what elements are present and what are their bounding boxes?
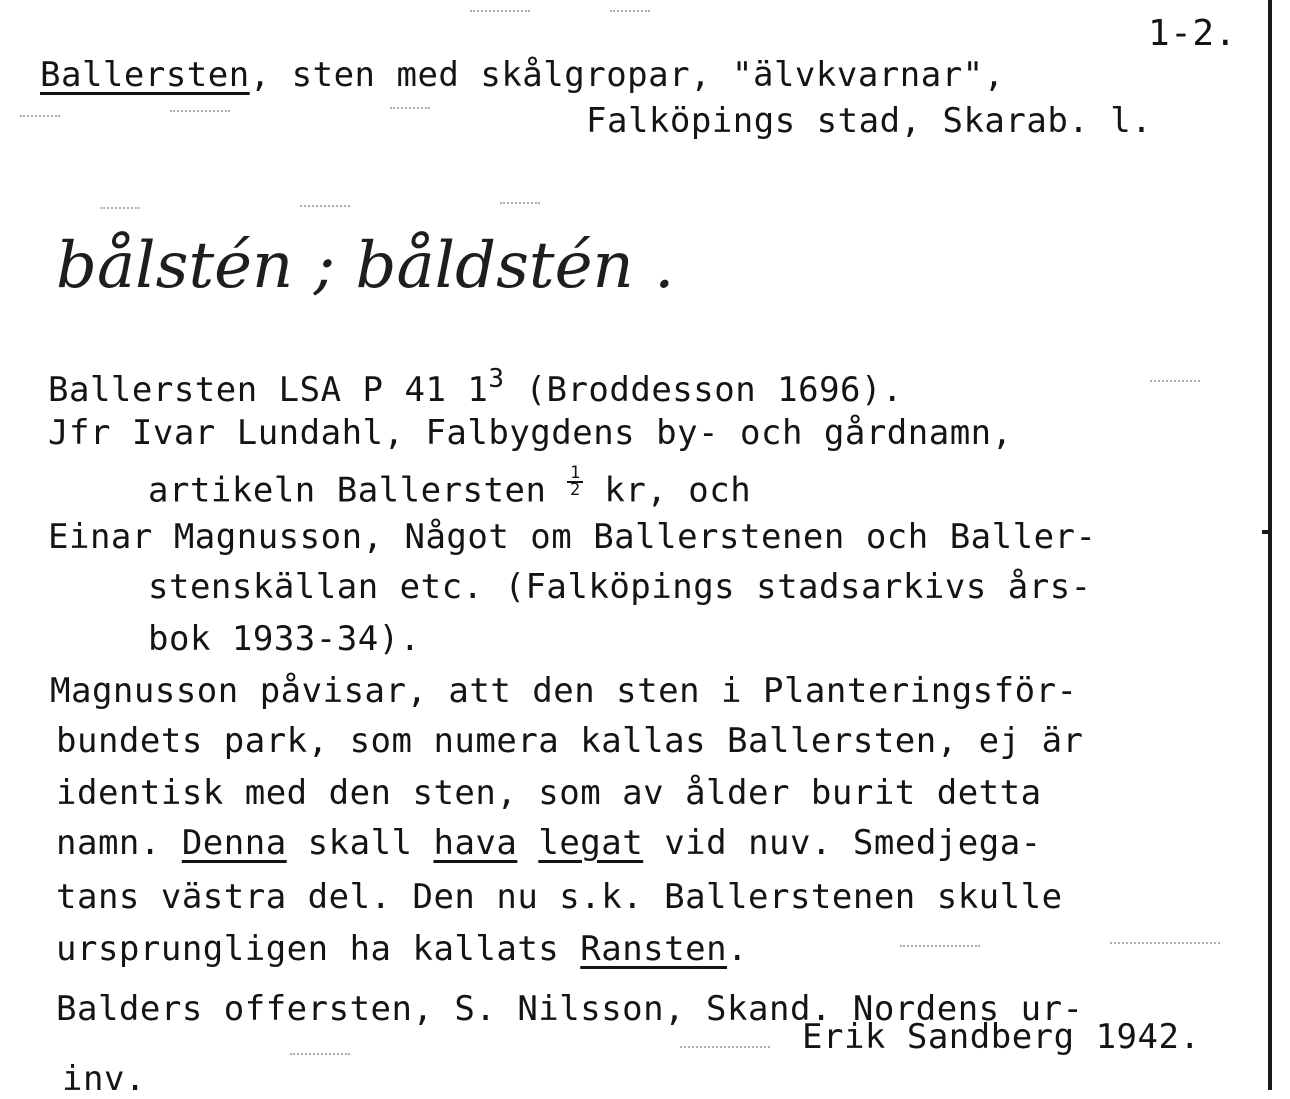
header-line-1 <box>40 55 1005 95</box>
article-reference-rest: kr, och <box>583 470 752 511</box>
text-segment: namn. <box>56 823 182 863</box>
dotted-rule <box>390 107 430 109</box>
paragraph-line-4 <box>56 823 1042 863</box>
article-reference: artikeln Ballersten <box>148 470 568 511</box>
paragraph-line-3: identisk med den sten, som av ålder burit detta <box>56 773 1042 813</box>
underlined-word: Ransten <box>580 929 728 969</box>
underlined-word: Denna <box>181 823 287 863</box>
body-line-3 <box>148 463 752 511</box>
dotted-rule <box>20 115 60 117</box>
underlined-word: legat <box>538 823 644 863</box>
header-description: , sten med skålgropar, "älvkvarnar", <box>249 55 1005 95</box>
text-segment: . <box>727 929 749 969</box>
note-signature: Erik Sandberg 1942. <box>802 1017 1201 1057</box>
handwritten-pronunciation <box>50 215 990 325</box>
text-segment <box>517 823 538 863</box>
dotted-rule <box>1110 942 1220 944</box>
dotted-rule <box>170 110 230 112</box>
paragraph-line-1: Magnusson påvisar, att den sten i Planteringsför- <box>50 671 1078 711</box>
fraction-one-half <box>567 463 583 501</box>
card-border-tick <box>1262 530 1272 534</box>
body-line-1 <box>48 364 903 410</box>
fraction-denominator: 2 <box>570 480 581 501</box>
fraction-numerator: 1 <box>567 466 583 483</box>
source-reference: Ballersten LSA P 41 1 <box>48 370 489 410</box>
dotted-rule <box>500 202 540 204</box>
dotted-rule <box>290 1053 350 1055</box>
dotted-rule <box>1150 380 1200 382</box>
body-line-6: bok 1933-34). <box>148 619 421 659</box>
header-line-2: Falköpings stad, Skarab. l. <box>586 101 1153 141</box>
dotted-rule <box>100 207 140 209</box>
paragraph-line-6 <box>56 929 749 969</box>
dotted-rule <box>470 10 530 12</box>
source-citation: (Broddesson 1696). <box>504 370 903 410</box>
dotted-rule <box>680 1046 770 1048</box>
headword: Ballersten <box>40 55 250 95</box>
dotted-rule <box>900 945 980 947</box>
card-number: 1-2. <box>1148 13 1237 54</box>
dotted-rule <box>300 205 350 207</box>
card-right-border <box>1268 0 1272 1090</box>
body-line-4: Einar Magnusson, Något om Ballerstenen och Baller- <box>48 517 1097 557</box>
dotted-rule <box>610 10 650 12</box>
text-segment: skall <box>286 823 434 863</box>
body-line-5: stenskällan etc. (Falköpings stadsarkivs års- <box>148 567 1092 607</box>
paragraph-line-2: bundets park, som numera kallas Ballersten, ej är <box>56 721 1084 761</box>
note-line-2: inv. <box>62 1059 146 1099</box>
body-line-2: Jfr Ivar Lundahl, Falbygdens by- och gårdnamn, <box>48 413 1013 453</box>
text-segment: ursprungligen ha kallats <box>56 929 581 969</box>
paragraph-line-5: tans västra del. Den nu s.k. Ballerstenen skulle <box>56 877 1063 917</box>
underlined-word: hava <box>433 823 518 863</box>
superscript-three: 3 <box>488 364 505 394</box>
note-line-1: Balders offersten, S. Nilsson, Skand. Nordens ur- <box>56 989 1084 1029</box>
text-segment: vid nuv. Smedjega- <box>643 823 1042 863</box>
handwritten-pronunciation-text: bålstén ; båldstén . <box>56 229 675 303</box>
